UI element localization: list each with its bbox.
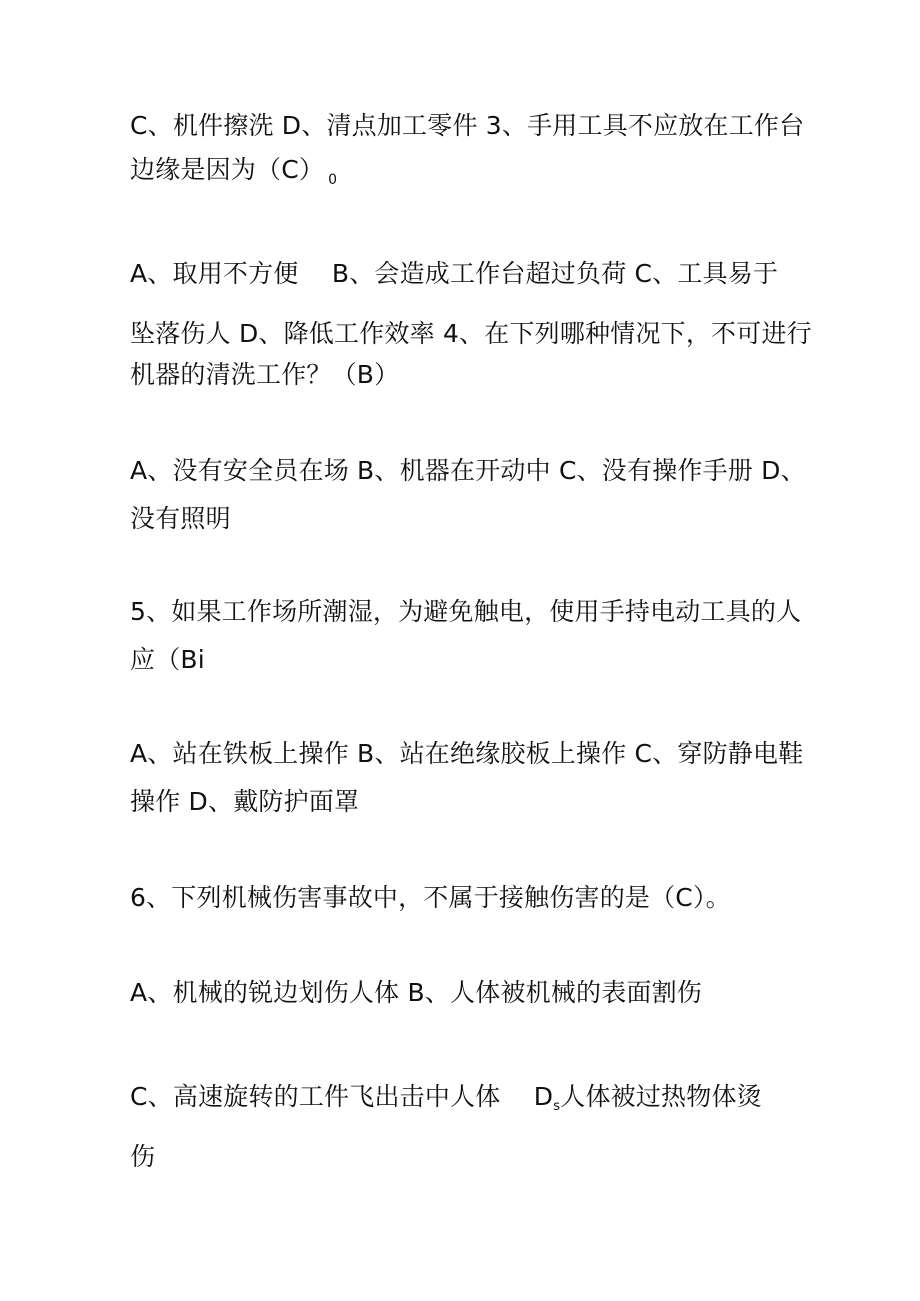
text-line-4: 坠落伤人 D、降低工作效率 4、在下列哪种情况下，不可进行 xyxy=(130,319,812,348)
text-line-14-main: C、高速旋转的工件飞出击中人体 D xyxy=(130,1082,554,1111)
text-line-14-rest: 人体被过热物体烫 xyxy=(560,1082,762,1111)
text-line-7: 没有照明 xyxy=(130,504,231,533)
text-line-5: 机器的清洗工作？（B） xyxy=(130,360,400,389)
text-line-14-subscript: s xyxy=(553,1099,561,1114)
text-line-2-suffix: 0 xyxy=(328,172,338,188)
text-line-6: A、没有安全员在场 B、机器在开动中 C、没有操作手册 D、 xyxy=(130,456,806,485)
text-line-14 xyxy=(130,1082,810,1122)
text-line-11: 操作 D、戴防护面罩 xyxy=(130,787,360,816)
text-line-1: C、机件擦洗 D、清点加工零件 3、手用工具不应放在工作台 xyxy=(130,111,805,140)
text-line-2 xyxy=(130,155,810,195)
text-line-13: A、机械的锐边划伤人体 B、人体被机械的表面割伤 xyxy=(130,978,703,1007)
text-line-10: A、站在铁板上操作 B、站在绝缘胶板上操作 C、穿防静电鞋 xyxy=(130,739,804,768)
text-line-2-main: 边缘是因为（C） xyxy=(130,155,325,184)
text-line-8: 5、如果工作场所潮湿，为避免触电，使用手持电动工具的人 xyxy=(130,597,802,626)
text-line-15: 伤 xyxy=(130,1142,156,1171)
text-line-3: A、取用不方便 B、会造成工作台超过负荷 C、工具易于 xyxy=(130,259,779,288)
text-line-9: 应（Bi xyxy=(130,645,205,674)
text-line-12: 6、下列机械伤害事故中，不属于接触伤害的是（C）。 xyxy=(130,883,731,912)
